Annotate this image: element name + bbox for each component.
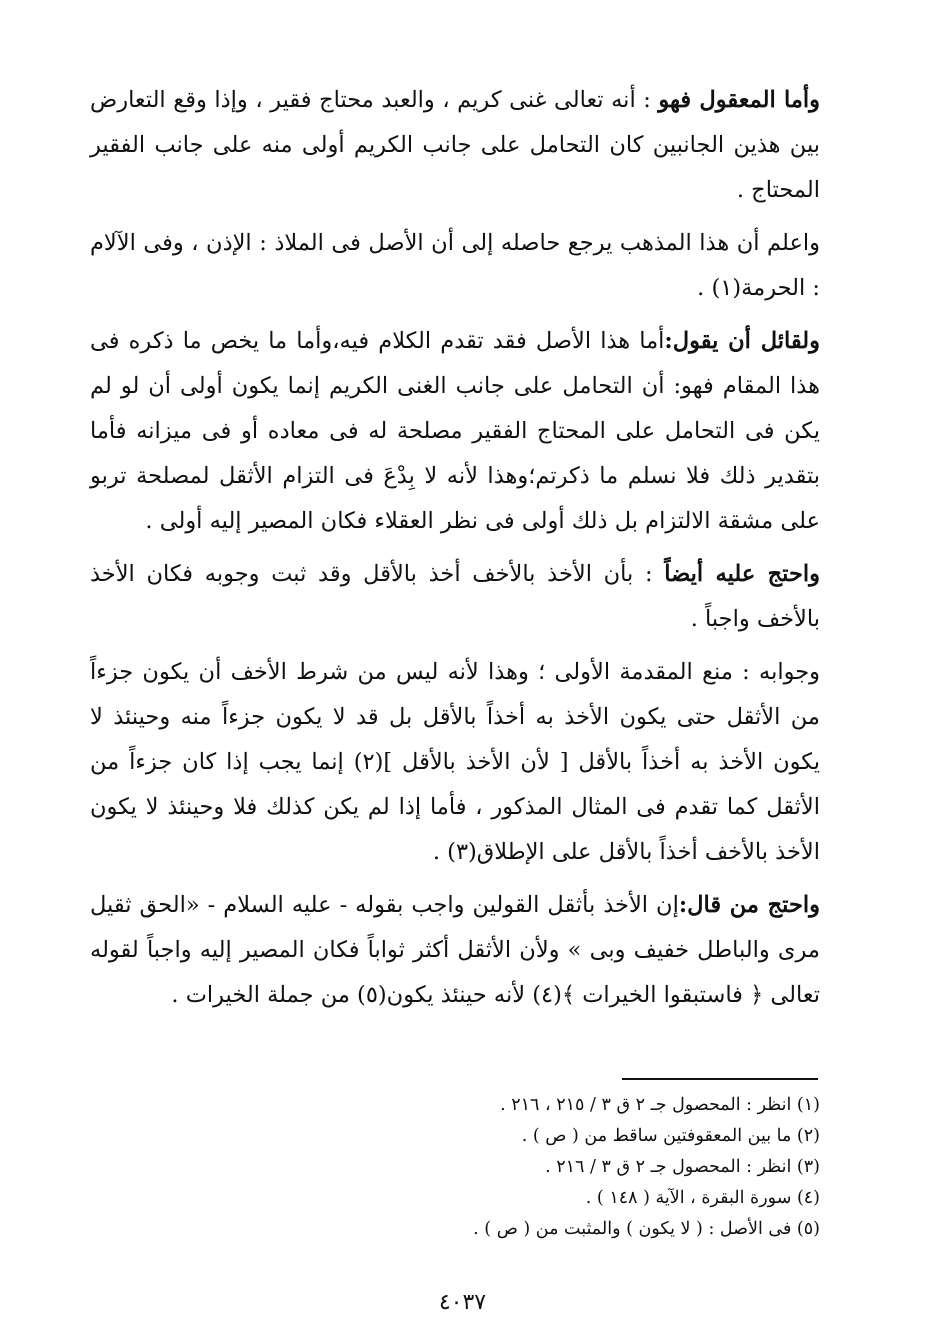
paragraph-text: واعلم أن هذا المذهب يرجع حاصله إلى أن الأصل فى الملاذ : الإذن ، وفى الآلام : الحرمة(١) . — [90, 230, 820, 301]
main-text — [90, 78, 820, 1026]
paragraph-lead: وأما المعقول فهو — [658, 87, 820, 113]
paragraph-text: أما هذا الأصل فقد تقدم الكلام فيه،وأما ما يخص ما ذكره فى هذا المقام فهو: أن التحامل على جانب الغنى الكريم إنما يكون أولى أن لو لم يكن فى التحامل على المحتاج الفقير مصلحة له فى معاده أو فى ميزانه فأما بتقدير ذلك فلا نسلم ما ذكرتم؛وهذا لأنه لا بِدْعَ فى التزام الأثقل لمصلحة تربو على مشقة الالتزام بل ذلك أولى فى نظر العقلاء فكان المصير إليه أولى . — [90, 328, 820, 534]
paragraph-2 — [90, 221, 820, 311]
paragraph-6 — [90, 883, 820, 1018]
paragraph-5 — [90, 650, 820, 875]
footnote-divider — [622, 1078, 818, 1080]
paragraph-text: إن الأخذ بأثقل القولين واجب بقوله - عليه السلام - «الحق ثقيل مرى والباطل خفيف وبى » ولأن الأثقل أكثر ثواباً فكان المصير إليه واجباً لقوله تعالى ﴿ فاستبقوا الخيرات ﴾(٤) لأنه حينئذ يكون(٥) من جملة الخيرات . — [90, 892, 820, 1008]
footnote-4: (٤) سورة البقرة ، الآية ( ١٤٨ ) . — [585, 1188, 820, 1208]
footnotes — [380, 1090, 820, 1245]
paragraph-text: وجوابه : منع المقدمة الأولى ؛ وهذا لأنه ليس من شرط الأخف أن يكون جزءاً من الأثقل حتى يكون الأخذ به أخذاً بالأقل بل قد لا يكون جزءاً منه وحينئذ لا يكون الأخذ به أخذاً بالأقل [ لأن الأخذ بالأقل ](٢) إنما يجب إذا كان جزءاً من الأثقل كما تقدم فى المثال المذكور ، فأما إذا لم يكن كذلك فلا وحينئذ لا يكون الأخذ بالأخف أخذاً بالأقل على الإطلاق(٣) . — [90, 659, 820, 865]
paragraph-text: : أنه تعالى غنى كريم ، والعبد محتاج فقير ، وإذا وقع التعارض بين هذين الجانبين كان التحامل على جانب الكريم أولى منه على جانب الفقير المحتاج . — [90, 87, 820, 203]
paragraph-lead: ولقائل أن يقول: — [664, 328, 820, 354]
paragraph-1 — [90, 78, 820, 213]
footnote-3: (٣) انظر : المحصول جـ ٢ ق ٣ / ٢١٦ . — [545, 1157, 820, 1177]
page-number: ٤٠٣٧ — [438, 1290, 487, 1315]
footnote-2: (٢) ما بين المعقوفتين ساقط من ( ص ) . — [521, 1126, 820, 1146]
paragraph-text: : بأن الأخذ بالأخف أخذ بالأقل وقد ثبت وجوبه فكان الأخذ بالأخف واجباً . — [90, 561, 820, 632]
footnote-1: (١) انظر : المحصول جـ ٢ ق ٣ / ٢١٥ ، ٢١٦ . — [500, 1095, 820, 1115]
paragraph-3 — [90, 319, 820, 544]
paragraph-lead: واحتج من قال: — [678, 892, 821, 918]
footnote-5: (٥) فى الأصل : ( لا يكون ) والمثبت من ( ص ) . — [473, 1219, 820, 1239]
paragraph-lead: واحتج عليه أيضاً — [664, 561, 820, 587]
paragraph-4 — [90, 552, 820, 642]
